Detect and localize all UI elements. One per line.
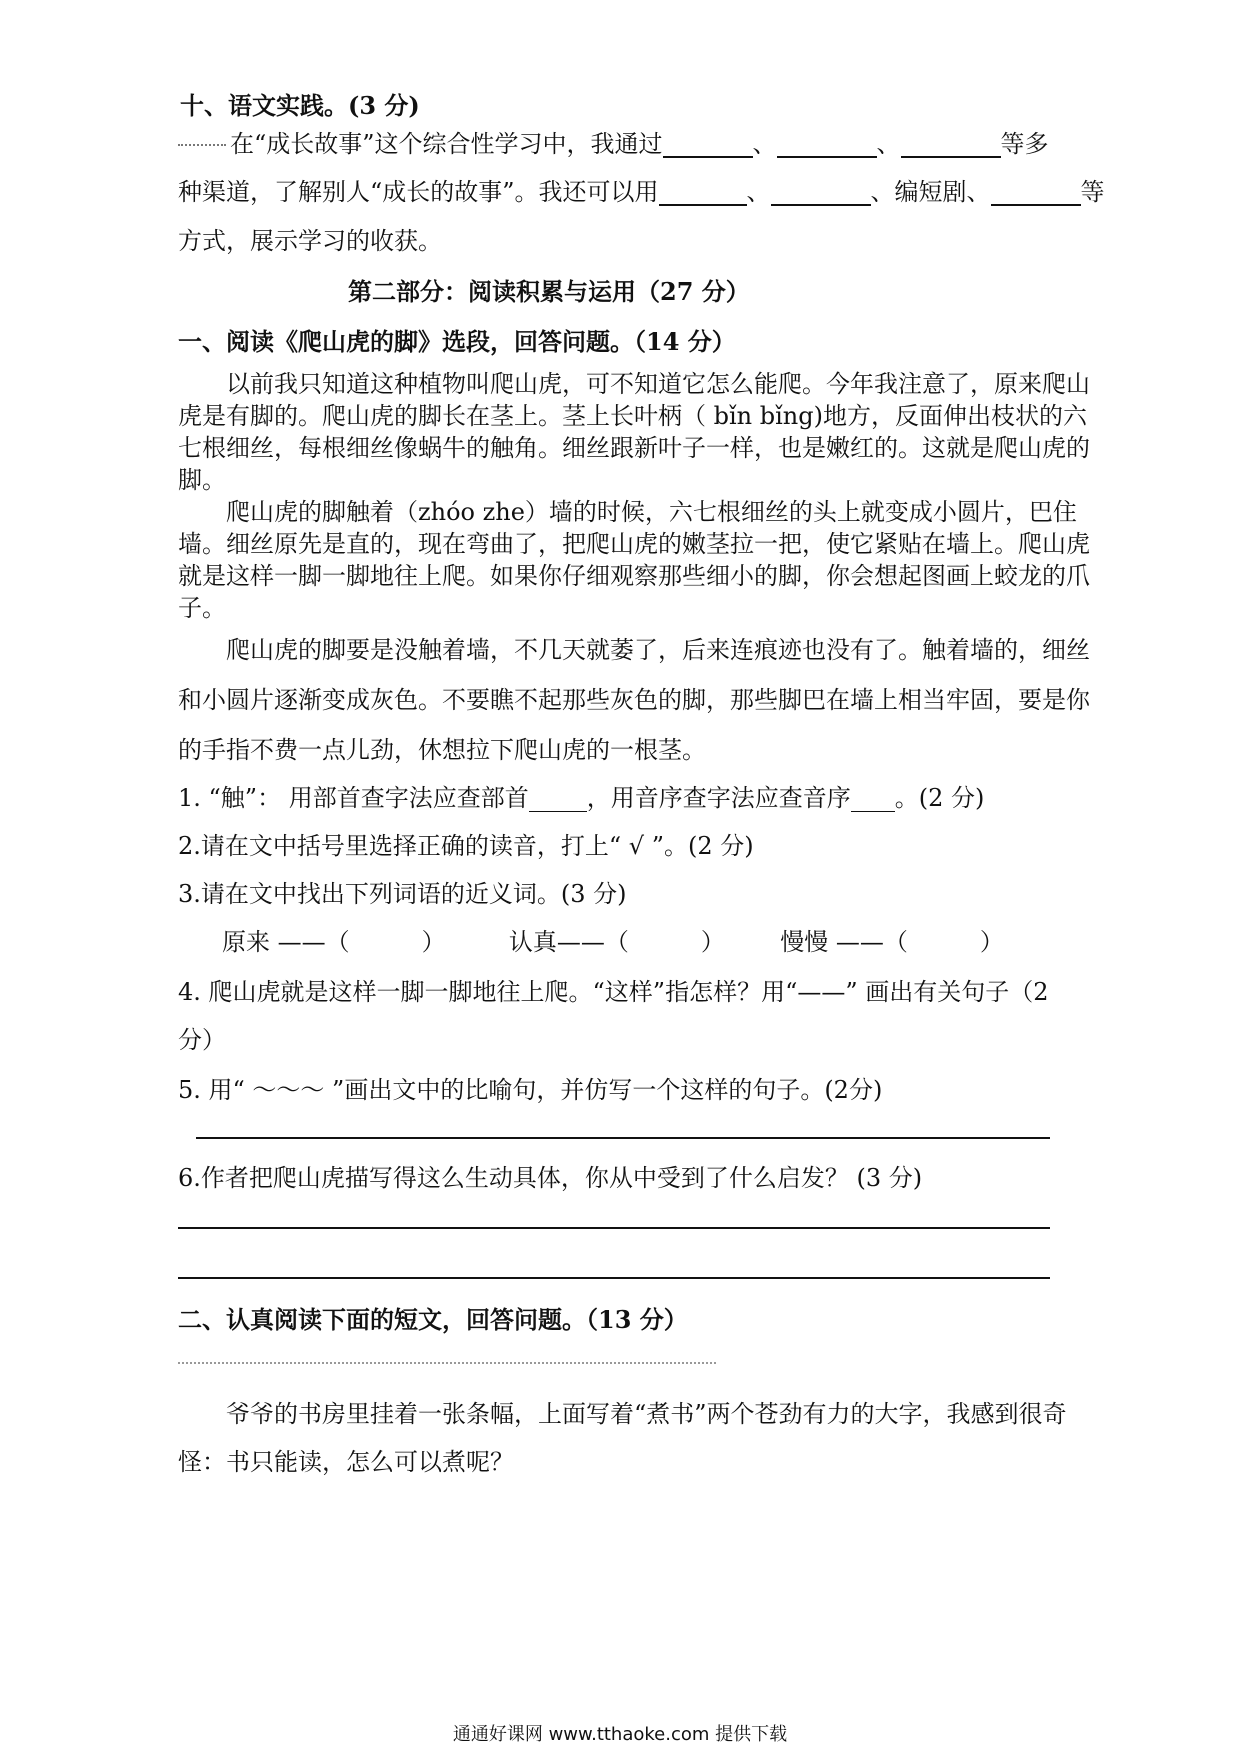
reading-1-paragraph-1-line: 以前我只知道这种植物叫爬山虎，可不知道它怎么能爬。今年我注意了，原来爬山 (226, 370, 1090, 398)
question-5: 5. 用“ ～～～ ”画出文中的比喻句，并仿写一个这样的句子。(2分) (178, 1076, 883, 1104)
answer-line[interactable] (178, 1227, 1050, 1229)
answer-blank[interactable] (851, 789, 895, 812)
reading-1-paragraph-3-line: 的手指不费一点儿劲，休想拉下爬山虎的一根茎。 (178, 736, 706, 764)
reading-1-paragraph-2-line: 墙。细丝原先是直的，现在弯曲了，把爬山虎的嫩茎拉一把，使它紧贴在墙上。爬山虎 (178, 530, 1090, 558)
answer-line[interactable] (196, 1137, 1050, 1139)
answer-blank[interactable] (663, 134, 753, 158)
reading-1-paragraph-1-line: 七根细丝，每根细丝像蜗牛的触角。细丝跟新叶子一样，也是嫩红的。这就是爬山虎的 (178, 434, 1090, 462)
question-3-words: 原来 ——（ ） 认真——（ ） 慢慢 ——（ ） (222, 928, 1004, 956)
section-10-title: 十、语文实践。(3 分) (180, 91, 420, 120)
reading-2-paragraph-line: 爷爷的书房里挂着一张条幅，上面写着“煮书”两个苍劲有力的大字，我感到很奇 (226, 1400, 1067, 1428)
answer-blank[interactable] (659, 182, 747, 206)
answer-blank[interactable] (771, 182, 871, 206)
reading-1-paragraph-2-line: 爬山虎的脚触着（zhóo zhe）墙的时候，六七根细丝的头上就变成小圆片，巴住 (226, 498, 1077, 526)
section-10-line-2: 种渠道，了解别人“成长的故事”。我还可以用 、 、编短剧、 等 (178, 178, 1105, 206)
reading-1-paragraph-3-line: 爬山虎的脚要是没触着墙，不几天就萎了，后来连痕迹也没有了。触着墙的，细丝 (226, 636, 1090, 664)
reading-1-paragraph-1-line: 脚。 (178, 466, 226, 494)
question-1: 1. “触”： 用部首查字法应查部首 ，用音序查字法应查音序 。(2 分) (178, 784, 985, 812)
reading-1-paragraph-2-line: 子。 (178, 594, 226, 622)
answer-blank[interactable] (901, 134, 1001, 158)
part-2-title: 第二部分：阅读积累与运用（27 分） (348, 277, 750, 306)
synonym-item: 慢慢 ——（ (780, 928, 908, 956)
section-10-line-1: 在“成长故事”这个综合性学习中，我通过 、 、 等多 (178, 128, 1130, 160)
dotted-marker (178, 140, 226, 146)
answer-blank[interactable] (991, 182, 1081, 206)
question-4-line: 分） (178, 1026, 226, 1054)
reading-1-paragraph-2-line: 就是这样一脚一脚地往上爬。如果你仔细观察那些细小的脚，你会想起图画上蛟龙的爪 (178, 562, 1090, 590)
synonym-item: 原来 ——（ (222, 928, 350, 956)
question-4-line: 4. 爬山虎就是这样一脚一脚地往上爬。“这样”指怎样？用“——” 画出有关句子（2 (178, 978, 1049, 1006)
reading-1-title: 一、阅读《爬山虎的脚》选段，回答问题。（14 分） (178, 327, 736, 356)
answer-blank[interactable] (777, 134, 877, 158)
synonym-item: 认真——（ (508, 928, 629, 956)
reading-2-title: 二、认真阅读下面的短文，回答问题。（13 分） (178, 1305, 688, 1334)
reading-1-paragraph-1-line: 虎是有脚的。爬山虎的脚长在茎上。茎上长叶柄（ bǐn bǐng)地方，反面伸出枝状的六 (178, 402, 1087, 430)
reading-2-paragraph-line: 怪：书只能读，怎么可以煮呢？ (178, 1448, 514, 1476)
question-6: 6.作者把爬山虎描写得这么生动具体，你从中受到了什么启发？ (3 分) (178, 1164, 923, 1192)
question-3: 3.请在文中找出下列词语的近义词。(3 分) (178, 880, 627, 908)
page-footer: 通通好课网 www.tthaoke.com 提供下载 (452, 1724, 788, 1745)
answer-blank[interactable] (529, 789, 587, 812)
answer-line[interactable] (178, 1277, 1050, 1279)
question-2: 2.请在文中括号里选择正确的读音，打上“ √ ”。(2 分) (178, 832, 754, 860)
dotted-divider (178, 1362, 716, 1364)
reading-1-paragraph-3-line: 和小圆片逐渐变成灰色。不要瞧不起那些灰色的脚，那些脚巴在墙上相当牢固，要是你 (178, 686, 1090, 714)
section-10-line-3: 方式，展示学习的收获。 (178, 227, 442, 255)
